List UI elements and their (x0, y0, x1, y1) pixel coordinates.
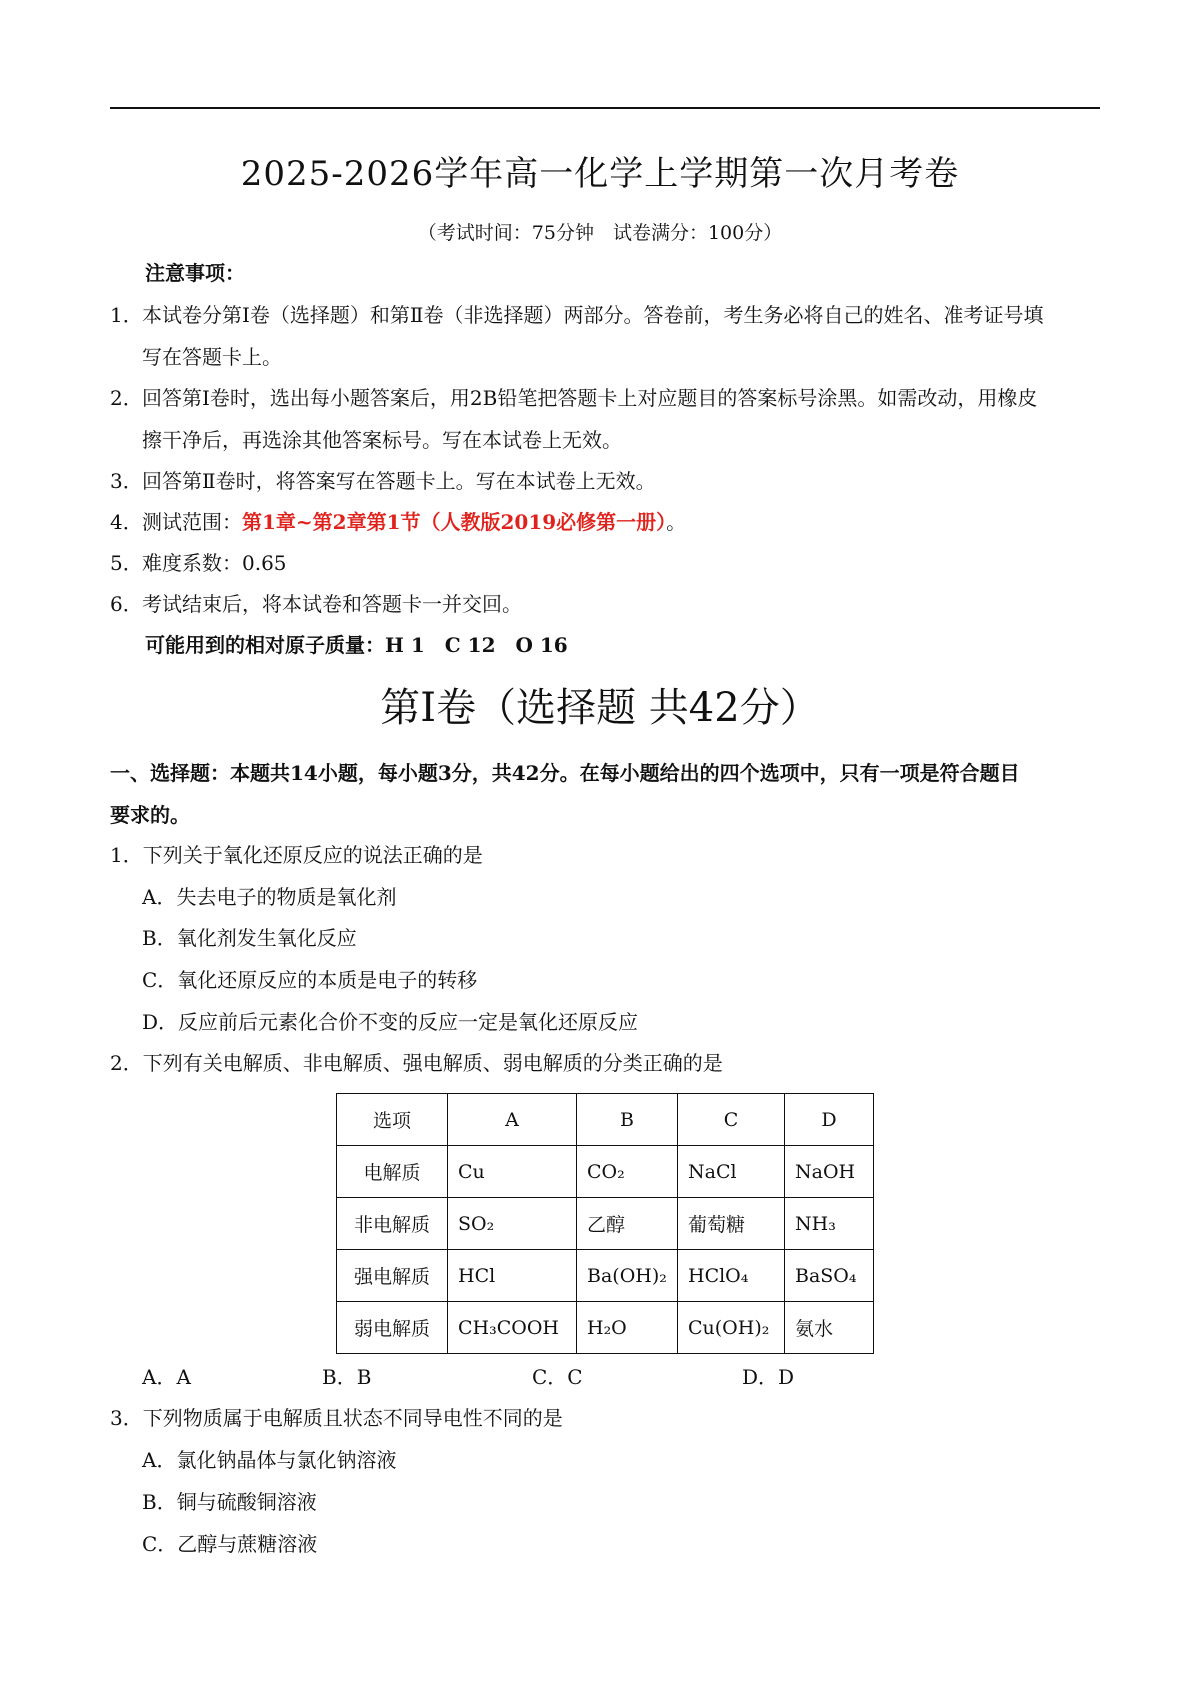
table-row-label: 电解质 (337, 1146, 448, 1198)
table-row-label: 非电解质 (337, 1198, 448, 1250)
section-instruction: 一、选择题：本题共14小题，每小题3分，共42分。在每小题给出的四个选项中，只有一项是符合题目 (110, 761, 1020, 785)
table-cell: Cu(OH)₂ (678, 1302, 785, 1354)
table-cell: 乙醇 (577, 1198, 678, 1250)
table-cell: NaCl (678, 1146, 785, 1198)
q1-option-a: A．失去电子的物质是氧化剂 (142, 885, 397, 909)
table-cell: H₂O (577, 1302, 678, 1354)
notice-item-6 (110, 589, 522, 619)
notice-item-number: 1． (110, 303, 143, 327)
q2-stem: 2．下列有关电解质、非电解质、强电解质、弱电解质的分类正确的是 (110, 1051, 723, 1075)
table-cell: HClO₄ (678, 1250, 785, 1302)
notice-item-suffix: 。 (666, 510, 687, 534)
table-cell: 葡萄糖 (678, 1198, 785, 1250)
notice-item-text: 回答第Ⅱ卷时，将答案写在答题卡上。写在本试卷上无效。 (142, 469, 656, 493)
table-header-cell: A (448, 1094, 577, 1146)
q3-option-b: B．铜与硫酸铜溶液 (142, 1490, 317, 1514)
table-header-row (337, 1094, 874, 1146)
q1-stem: 1．下列关于氧化还原反应的说法正确的是 (110, 843, 483, 867)
table-row (337, 1302, 874, 1354)
notice-item-2 (110, 383, 1037, 413)
table-cell: HCl (448, 1250, 577, 1302)
q3-option-a: A．氯化钠晶体与氯化钠溶液 (142, 1448, 397, 1472)
exam-subtitle: （考试时间：75分钟 试卷满分：100分） (417, 222, 783, 244)
table-cell: BaSO₄ (785, 1250, 874, 1302)
atomic-mass-line: 可能用到的相对原子质量：H 1 C 12 O 16 (145, 633, 568, 657)
notice-item-2-cont: 擦干净后，再选涂其他答案标号。写在本试卷上无效。 (142, 428, 622, 452)
table-header-cell: B (577, 1094, 678, 1146)
q2-option-a: A．A (142, 1365, 191, 1389)
q1-option-b: B．氧化剂发生氧化反应 (142, 926, 357, 950)
table-cell: CH₃COOH (448, 1302, 577, 1354)
table-row (337, 1198, 874, 1250)
notice-item-1-cont: 写在答题卡上。 (142, 345, 282, 369)
table-row-label: 强电解质 (337, 1250, 448, 1302)
q3-option-c: C．乙醇与蔗糖溶液 (142, 1532, 318, 1556)
table-row-label: 弱电解质 (337, 1302, 448, 1354)
table-cell: CO₂ (577, 1146, 678, 1198)
notice-item-number: 6． (110, 592, 143, 616)
section-instruction-cont: 要求的。 (110, 803, 190, 827)
notice-item-number: 3． (110, 469, 143, 493)
notice-item-number: 2． (110, 386, 143, 410)
table-cell: Cu (448, 1146, 577, 1198)
notice-item-4 (110, 507, 686, 537)
table-cell: SO₂ (448, 1198, 577, 1250)
notice-item-text: 难度系数：0.65 (142, 551, 287, 575)
notice-item-5 (110, 548, 287, 578)
section-title: 第Ⅰ卷（选择题 共42分） (380, 685, 820, 731)
q1-option-d: D．反应前后元素化合价不变的反应一定是氧化还原反应 (142, 1010, 639, 1034)
table-cell: 氨水 (785, 1302, 874, 1354)
notice-item-text: 测试范围： (142, 510, 242, 534)
table-row (337, 1146, 874, 1198)
notice-item-number: 5． (110, 551, 143, 575)
q2-classification-table (336, 1093, 874, 1354)
table-cell: Ba(OH)₂ (577, 1250, 678, 1302)
test-scope-highlight: 第1章~第2章第1节（人教版2019必修第一册） (242, 510, 667, 534)
notice-item-text: 回答第Ⅰ卷时，选出每小题答案后，用2B铅笔把答题卡上对应题目的答案标号涂黑。如需改动，用橡皮 (142, 386, 1038, 410)
table-cell: NH₃ (785, 1198, 874, 1250)
notice-item-text: 本试卷分第Ⅰ卷（选择题）和第Ⅱ卷（非选择题）两部分。答卷前，考生务必将自己的姓名、准考证号填 (142, 303, 1044, 327)
table-header-cell: D (785, 1094, 874, 1146)
notice-item-number: 4． (110, 510, 143, 534)
table-cell: NaOH (785, 1146, 874, 1198)
table-header-cell: C (678, 1094, 785, 1146)
notice-heading: 注意事项： (145, 261, 245, 285)
notice-item-text: 考试结束后，将本试卷和答题卡一并交回。 (142, 592, 522, 616)
top-rule (110, 107, 1100, 109)
q1-option-c: C．氧化还原反应的本质是电子的转移 (142, 968, 478, 992)
table-row (337, 1250, 874, 1302)
notice-item-1 (110, 300, 1044, 330)
q3-stem: 3．下列物质属于电解质且状态不同导电性不同的是 (110, 1406, 563, 1430)
q2-option-d: D．D (742, 1365, 795, 1389)
table-header-cell: 选项 (337, 1094, 448, 1146)
q2-option-c: C．C (532, 1365, 583, 1389)
notice-item-3 (110, 466, 656, 496)
exam-title: 2025-2026学年高一化学上学期第一次月考卷 (240, 154, 960, 194)
q2-option-b: B．B (322, 1365, 372, 1389)
